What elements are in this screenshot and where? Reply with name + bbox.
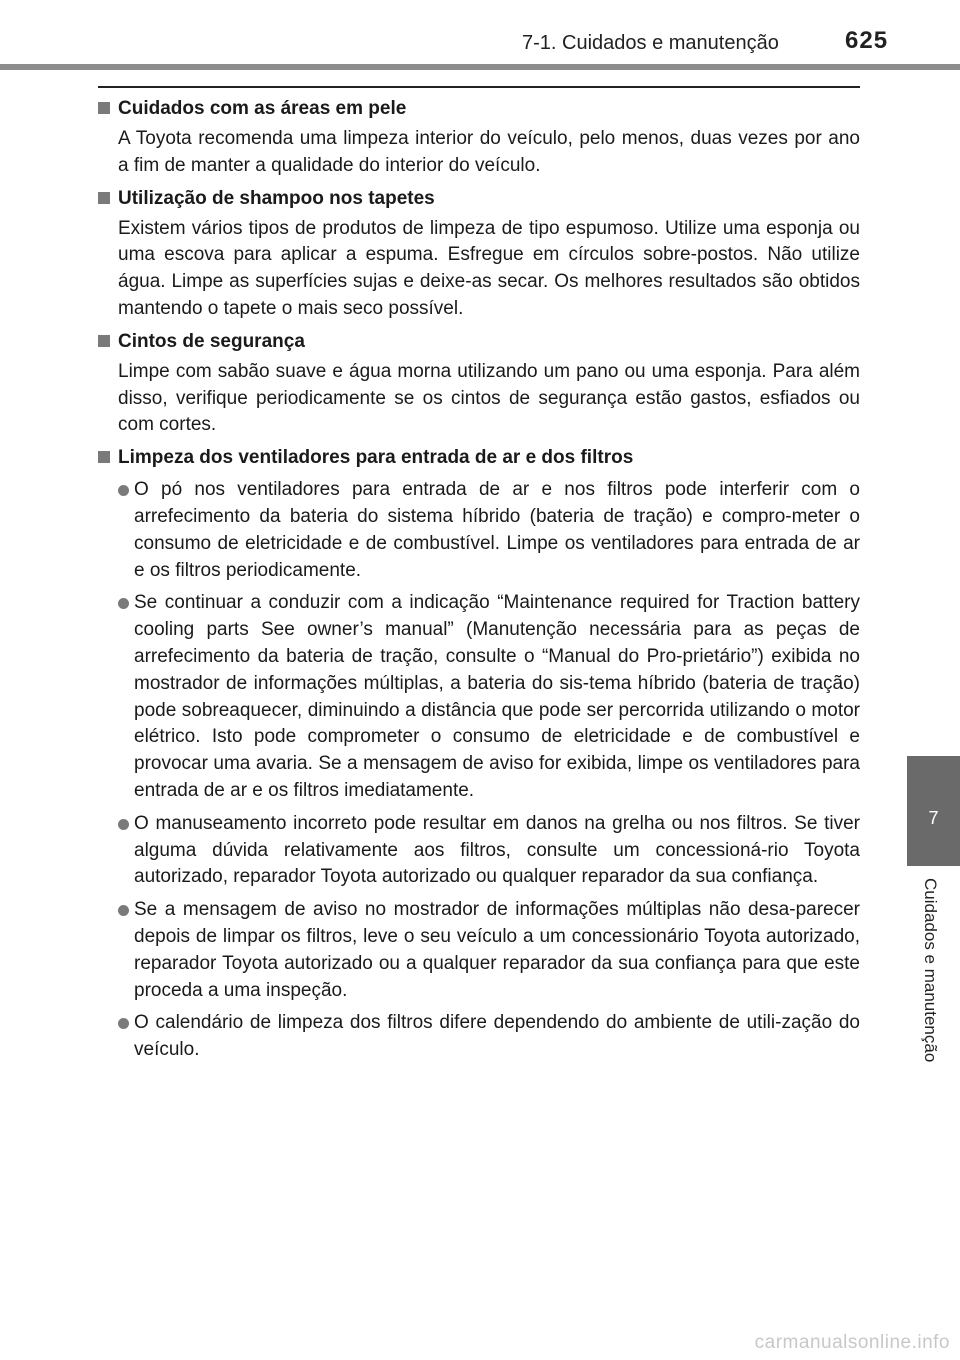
content-top-rule (98, 86, 860, 88)
section-heading (98, 96, 860, 122)
section-heading-text: Utilização de shampoo nos tapetes (118, 187, 435, 209)
watermark: carmanualsonline.info (754, 1332, 950, 1353)
list-item-text: Se a mensagem de aviso no mostrador de informações múltiplas não desa-parecer depois de limpar os filtros, leve o seu veículo a um concessionário Toyota autorizado, reparador Toyota autorizado ou a qualquer reparador da sua confiança para que este proceda a uma inspeção. (134, 899, 860, 1001)
section-paragraph: Existem vários tipos de produtos de limpeza de tipo espumoso. Utilize uma esponja ou uma escova para aplicar a espuma. Esfregue em círculos sobre-postos. Não utilize água. Limpe as superfícies sujas e deixe-as secar. Os melhores resultados são obtidos mantendo o tapete o mais seco possível. (118, 217, 860, 319)
list-item (118, 897, 860, 1004)
section-leather-care (98, 96, 860, 180)
page-number: 625 (845, 27, 889, 54)
round-bullet-icon (118, 1018, 129, 1029)
chapter-tab-number: 7 (928, 808, 939, 828)
header-section-title: 7-1. Cuidados e manutenção (522, 32, 779, 54)
section-heading (98, 186, 860, 212)
list-item (118, 477, 860, 584)
list-item-text: O calendário de limpeza dos filtros difere dependendo do ambiente de utili-zação do veículo. (134, 1012, 860, 1061)
list-item (118, 1010, 860, 1064)
square-bullet-icon (98, 102, 110, 114)
round-bullet-icon (118, 598, 129, 609)
section-heading (98, 445, 860, 471)
list-item (118, 811, 860, 891)
square-bullet-icon (98, 451, 110, 463)
page-content (98, 96, 860, 1070)
chapter-tab-label: Cuidados e manutenção (921, 878, 940, 1063)
section-seat-belts (98, 329, 860, 439)
section-heading (98, 329, 860, 355)
section-paragraph: Limpe com sabão suave e água morna utilizando um pano ou uma esponja. Para além disso, verifique periodicamente se os cintos de segurança estão gastos, esfiados ou com cortes. (118, 360, 860, 436)
section-heading-text: Cuidados com as áreas em pele (118, 98, 407, 119)
section-air-intake-vents (98, 445, 860, 1064)
header-rule (0, 64, 960, 70)
chapter-tab (907, 756, 960, 866)
section-heading-text: Limpeza dos ventiladores para entrada de ar e dos filtros (118, 447, 634, 469)
round-bullet-icon (118, 819, 129, 830)
list-item-text: Se continuar a conduzir com a indicação “Maintenance required for Traction battery cooling parts See owner’s manual” (Manutenção necessária para as peças de arrefecimento da bateria de tração, consulte o “Manual do Pro-prietário”) exibida no mostrador de informações múltiplas, a bateria do sis-tema híbrido (bateria de tração) pode sobreaquecer, diminuindo a distância que pode ser percorrida utilizando o motor elétrico. Isto pode comprometer o consumo de eletricidade e de combustível e provocar uma avaria. Se a mensagem de aviso for exibida, limpe os ventiladores para entrada de ar e os filtros imediatamente. (134, 592, 860, 801)
square-bullet-icon (98, 335, 110, 347)
list-item (118, 590, 860, 804)
list-item-text: O pó nos ventiladores para entrada de ar e nos filtros pode interferir com o arrefecimento da bateria do sistema híbrido (bateria de tração) e compro-meter o consumo de eletricidade e de combustível. Limpe os ventiladores para entrada de ar e os filtros periodicamente. (134, 479, 860, 581)
section-heading-text: Cintos de segurança (118, 330, 305, 352)
section-paragraph: A Toyota recomenda uma limpeza interior do veículo, pelo menos, duas vezes por ano a fim de manter a qualidade do interior do veículo. (118, 128, 860, 176)
square-bullet-icon (98, 192, 110, 204)
round-bullet-icon (118, 485, 129, 496)
section-carpet-shampoo (98, 186, 860, 323)
round-bullet-icon (118, 905, 129, 916)
list-item-text: O manuseamento incorreto pode resultar em danos na grelha ou nos filtros. Se tiver alguma dúvida relativamente aos filtros, consulte um concessioná-rio Toyota autorizado, reparador Toyota autorizado ou qualquer reparador da sua confiança. (134, 812, 860, 888)
